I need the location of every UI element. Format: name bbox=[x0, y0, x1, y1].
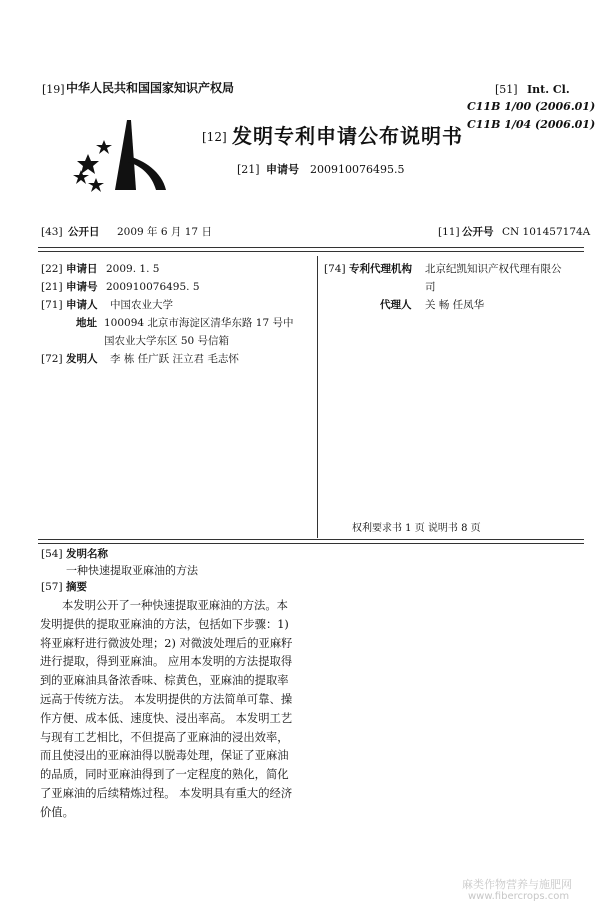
appno-value: 200910076495. 5 bbox=[106, 281, 200, 293]
app-no-value: 200910076495.5 bbox=[310, 163, 405, 176]
int-cl-entry-2: C11B 1/04 (2006.01) bbox=[467, 118, 596, 131]
abstract-line: 与现有工艺相比，不但提高了亚麻油的浸出效率， bbox=[40, 730, 289, 744]
int-cl-code: [51] bbox=[495, 83, 518, 96]
abstract-line: 本发明公开了一种快速提取亚麻油的方法。本 bbox=[62, 599, 288, 612]
inventor-names: 李 栋 任广跃 汪立君 毛志怀 bbox=[110, 353, 239, 365]
rule-top-2 bbox=[38, 251, 584, 252]
agency-code: [74] bbox=[324, 263, 346, 275]
column-divider bbox=[317, 256, 318, 538]
rule-bottom bbox=[38, 539, 584, 540]
abstract-body bbox=[40, 597, 522, 823]
pub-date-value: 2009 年 6 月 17 日 bbox=[117, 226, 212, 238]
abstract-line: 了亚麻油的后续精炼过程。 本发明具有重大的经济 bbox=[40, 786, 293, 800]
abstract-line: 作方便、成本低、速度快、浸出率高。 本发明工艺 bbox=[40, 711, 293, 725]
pub-no-code: [11] bbox=[438, 226, 460, 238]
abstract-line: 将亚麻籽进行微波处理；2) 对微波处理后的亚麻籽 bbox=[40, 636, 293, 650]
applicant-label: 申请人 bbox=[66, 299, 98, 311]
filing-date: 2009. 1. 5 bbox=[106, 263, 160, 275]
filing-label: 申请日 bbox=[66, 263, 98, 275]
applicant-code: [71] bbox=[41, 299, 63, 311]
inventor-code: [72] bbox=[41, 353, 63, 365]
address-line-2: 国农业大学东区 50 号信箱 bbox=[104, 335, 230, 347]
abstract-line: 到的亚麻油具备浓香味、棕黄色，亚麻油的提取率 bbox=[40, 674, 289, 688]
title-label: 发明名称 bbox=[66, 548, 108, 560]
office-name: 中华人民共和国国家知识产权局 bbox=[66, 81, 235, 95]
agency-line-2: 司 bbox=[425, 281, 436, 293]
appno-code: [21] bbox=[41, 281, 63, 293]
title-code: [54] bbox=[41, 548, 63, 560]
int-cl-entry-1: C11B 1/00 (2006.01) bbox=[467, 100, 596, 113]
abstract-line: 发明提供的提取亚麻油的方法，包括如下步骤：1) bbox=[40, 617, 289, 631]
abstract-line: 的品质，同时亚麻油得到了一定程度的熟化，简化 bbox=[40, 768, 289, 782]
agency-line-1: 北京纪凯知识产权代理有限公 bbox=[425, 263, 562, 275]
int-cl-label: Int. Cl. bbox=[527, 83, 570, 96]
abstract-line: 进行提取，得到亚麻油。 应用本发明的方法提取得 bbox=[40, 655, 293, 669]
applicant-value: 中国农业大学 bbox=[110, 299, 173, 311]
abstract-line: 价值。 bbox=[40, 805, 74, 819]
agency-label: 专利代理机构 bbox=[349, 263, 412, 275]
pub-date-code: [43] bbox=[41, 226, 63, 238]
inventor-label: 发明人 bbox=[66, 353, 98, 365]
sipo-logo-icon bbox=[70, 116, 170, 192]
pub-no-value: CN 101457174A bbox=[502, 226, 591, 238]
abstract-label: 摘要 bbox=[66, 581, 87, 593]
app-no-code: [21] bbox=[237, 163, 260, 176]
invention-title: 一种快速提取亚麻油的方法 bbox=[66, 564, 198, 577]
rule-top bbox=[38, 247, 584, 248]
pub-no-label: 公开号 bbox=[462, 226, 494, 238]
address-line-1: 100094 北京市海淀区清华东路 17 号中 bbox=[104, 317, 294, 329]
page-count: 权利要求书 1 页 说明书 8 页 bbox=[352, 523, 481, 534]
abstract-line: 远高于传统方法。 本发明提供的方法简单可靠、操 bbox=[40, 692, 293, 706]
address-label: 地址 bbox=[76, 317, 97, 329]
doc-type-title: 发明专利申请公布说明书 bbox=[232, 124, 463, 148]
watermark-site-name: 麻类作物营养与施肥网 bbox=[462, 878, 572, 891]
pub-date-label: 公开日 bbox=[68, 226, 100, 238]
abstract-line: 而且使浸出的亚麻油得以脱毒处理，保证了亚麻油 bbox=[40, 749, 289, 763]
appno-label: 申请号 bbox=[66, 281, 98, 293]
app-no-label: 申请号 bbox=[266, 163, 299, 176]
office-code: [19] bbox=[42, 83, 65, 96]
agent-label: 代理人 bbox=[380, 299, 412, 311]
rule-bottom-2 bbox=[38, 543, 584, 544]
doc-type-code: [12] bbox=[202, 130, 227, 144]
abstract-code: [57] bbox=[41, 581, 63, 593]
agent-names: 关 畅 任凤华 bbox=[425, 299, 485, 311]
filing-code: [22] bbox=[41, 263, 63, 275]
watermark-url: www.fibercrops.com bbox=[468, 891, 570, 902]
